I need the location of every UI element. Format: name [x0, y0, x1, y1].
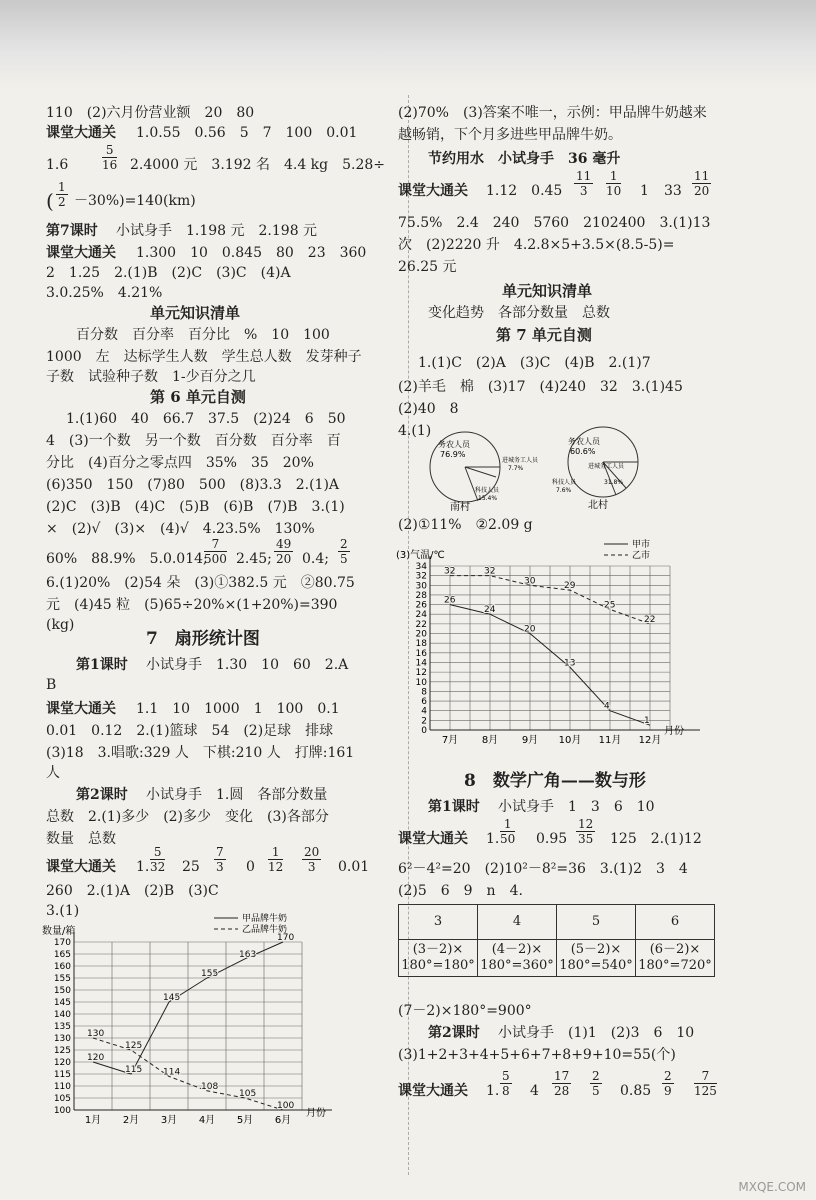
- north-tech-label: 科技人员: [552, 479, 577, 486]
- data-label: 30: [524, 576, 536, 587]
- south-village-label: 南村: [450, 502, 470, 512]
- x-tick-label: 6月: [274, 1115, 292, 1126]
- line: 1.0.55 0.56 5 7 100 0.01: [136, 125, 358, 141]
- section-label: 课堂大通关: [46, 245, 116, 261]
- y-tick-label: 16: [415, 648, 427, 659]
- south-city-label: 进城务工人员: [502, 457, 539, 464]
- x-tick-label: 9月: [521, 735, 539, 746]
- y-tick-label: 28: [415, 590, 427, 601]
- fraction: $\frac{20}{3}$: [304, 845, 320, 874]
- y-tick-label: 12: [415, 668, 427, 679]
- section-label: 课堂大通关: [398, 183, 468, 199]
- fraction: $\frac{1}{2}$: [58, 180, 66, 209]
- north-farm-pct: 60.6%: [570, 447, 596, 456]
- line: 3.0.25% 4.21%: [46, 285, 163, 301]
- north-tech-pct: 7.6%: [556, 487, 572, 494]
- data-label: 20: [524, 624, 536, 635]
- x-tick-label: 8月: [481, 735, 499, 746]
- y-tick-label: 100: [53, 1106, 71, 1116]
- line: (kg): [46, 617, 75, 633]
- line: 1: [640, 183, 649, 199]
- x-tick-label: 2月: [122, 1115, 140, 1126]
- line: 2.45;: [236, 551, 272, 567]
- line: 0.4;: [302, 551, 329, 567]
- line: 4.(1): [398, 423, 432, 439]
- line: 3.(1): [46, 903, 80, 919]
- line: 小试身手 1.30 10 60 2.A: [146, 657, 349, 673]
- table-cell: 6: [636, 905, 715, 940]
- chapter-title: 8 数学广角——数与形: [464, 771, 646, 791]
- data-label: 32: [484, 566, 496, 577]
- line: 总数 2.(1)多少 (2)多少 变化 (3)各部分: [46, 809, 329, 825]
- y-tick-label: 140: [53, 1010, 71, 1020]
- polygon-angle-table: [398, 904, 715, 977]
- line: (2)C (3)B (4)C (5)B (6)B (7)B 3.(1): [46, 499, 345, 515]
- y-tick-label: 170: [53, 938, 71, 948]
- y-tick-label: 110: [53, 1082, 71, 1092]
- y-tick-label: 6: [421, 697, 427, 708]
- y-tick-label: 145: [53, 998, 71, 1008]
- line: 越畅销，下个月多进些甲品牌牛奶。: [398, 127, 622, 143]
- fraction: $\frac{7}{3}$: [216, 845, 224, 874]
- table-cell: (6－2)× 180°=720°: [636, 940, 715, 977]
- section-title: 第 6 单元自测: [150, 388, 246, 406]
- table-cell: 5: [557, 905, 636, 940]
- data-label: 145: [163, 993, 181, 1003]
- legend-label: 甲市: [632, 540, 651, 550]
- milk-sales-chart: [40, 908, 380, 1128]
- data-label: 1: [644, 716, 650, 727]
- fraction: $\frac{12}{35}$: [578, 817, 594, 846]
- section-label: 课堂大通关: [398, 831, 468, 847]
- section-label: 课堂大通关: [46, 125, 116, 141]
- temperature-chart: [394, 536, 714, 748]
- line: (2)羊毛 棉 (3)17 (4)240 32 3.(1)45: [398, 379, 683, 395]
- x-tick-label: 12月: [638, 735, 662, 746]
- table-cell: 4: [478, 905, 557, 940]
- line: 25: [182, 859, 200, 875]
- line: 60% 88.9% 5.0.014;: [46, 551, 208, 567]
- fraction: $\frac{7}{125}$: [694, 1069, 717, 1098]
- data-label: 130: [87, 1029, 105, 1039]
- fraction: $\frac{11}{20}$: [694, 169, 710, 198]
- table-cell: 3: [399, 905, 478, 940]
- fraction: $\frac{7}{500}$: [204, 537, 227, 566]
- line: 人: [46, 765, 60, 781]
- y-tick-label: 135: [53, 1022, 71, 1032]
- data-label: 115: [125, 1065, 143, 1075]
- chapter-title: 7 扇形统计图: [146, 629, 260, 649]
- y-tick-label: 10: [415, 677, 427, 688]
- line: 33: [664, 183, 682, 199]
- section-label: 第7课时: [46, 223, 98, 239]
- line: 110 (2)六月份营业额 20 80: [46, 105, 255, 121]
- data-label: 100: [277, 1101, 295, 1111]
- y-tick-label: 0: [421, 726, 427, 736]
- line: 1000 左 达标学生人数 学生总人数 发芽种子: [46, 349, 362, 365]
- y-tick-label: 30: [415, 581, 427, 592]
- fraction: $\frac{2}{5}$: [592, 1069, 600, 1098]
- north-city-pct: 31.8%: [604, 479, 624, 486]
- south-tech-pct: 15.4%: [478, 495, 498, 502]
- data-label: 105: [239, 1089, 257, 1099]
- line: 数量 总数: [46, 831, 116, 847]
- line: (3)1+2+3+4+5+6+7+8+9+10=55(个): [398, 1047, 676, 1063]
- line: 分比 (4)百分之零点四 35% 35 20%: [46, 455, 314, 471]
- line: 0: [246, 859, 255, 875]
- y-tick-label: 160: [53, 962, 71, 972]
- y-tick-label: 155: [53, 974, 71, 984]
- y-tick-label: 14: [415, 658, 427, 669]
- data-label: 22: [644, 614, 656, 625]
- section-label: 第1课时: [76, 657, 128, 673]
- line: 1.12 0.45: [486, 183, 563, 199]
- data-label: 108: [201, 1081, 219, 1092]
- fraction: $\frac{11}{3}$: [576, 169, 592, 198]
- y-tick-label: 150: [53, 986, 71, 996]
- line: 1.300 10 0.845 80 23 360: [136, 245, 367, 261]
- y-tick-label: 22: [415, 619, 427, 630]
- y-axis-label: (3)气温/℃: [396, 550, 445, 561]
- data-label: 163: [239, 949, 257, 960]
- fraction: $\frac{49}{20}$: [276, 537, 292, 566]
- y-tick-label: 165: [53, 950, 71, 960]
- line: 小试身手 1.198 元 2.198 元: [116, 223, 318, 239]
- section-label: 课堂大通关: [46, 859, 116, 875]
- south-pie: [430, 432, 539, 512]
- line: 125 2.(1)12: [610, 831, 702, 847]
- fraction: $\frac{1}{10}$: [606, 169, 622, 198]
- line: 0.95: [536, 831, 568, 847]
- line: B: [46, 677, 57, 693]
- x-tick-label: 7月: [441, 735, 459, 746]
- x-tick-label: 3月: [160, 1115, 178, 1126]
- north-village-label: 北村: [588, 500, 608, 511]
- line: 6²－4²=20 (2)10²－8²=36 3.(1)2 3 4: [398, 861, 688, 877]
- line: 1.(1)60 40 66.7 37.5 (2)24 6 50: [66, 411, 346, 427]
- data-label: 24: [484, 605, 496, 616]
- table-cell: (3－2)× 180°=180°: [399, 940, 478, 977]
- line: (7－2)×180°=900°: [398, 1003, 532, 1019]
- line: －30%)=140(km): [74, 193, 196, 209]
- data-label: 13: [564, 658, 576, 669]
- y-tick-label: 120: [53, 1058, 71, 1068]
- y-tick-label: 115: [53, 1070, 71, 1080]
- line: (2)①11% ②2.09 g: [398, 517, 533, 533]
- line: 节约用水 小试身手 36 毫升: [428, 151, 621, 167]
- line: 75.5% 2.4 240 5760 2102400 3.(1)13: [398, 215, 711, 231]
- line: 1.(1)C (2)A (3)C (4)B 2.(1)7: [418, 355, 651, 371]
- fraction: $\frac{5}{16}$: [102, 143, 118, 172]
- line: 1.6: [46, 157, 69, 173]
- y-tick-label: 34: [415, 562, 427, 572]
- table-row: [399, 940, 715, 977]
- table-cell: (4－2)× 180°=360°: [478, 940, 557, 977]
- line: × (2)√ (3)× (4)√ 4.23.5% 130%: [46, 521, 315, 537]
- line: 4 (3)一个数 另一个数 百分数 百分率 百: [46, 433, 341, 449]
- table-cell: (5－2)× 180°=540°: [557, 940, 636, 977]
- section-label: 第2课时: [76, 787, 128, 803]
- pie-chart-north: [548, 422, 668, 512]
- line: 子数 试验种子数 1-少百分之几: [46, 369, 256, 385]
- section-title: 单元知识清单: [150, 304, 241, 322]
- y-tick-label: 105: [53, 1094, 71, 1104]
- x-axis-label: 月份: [664, 726, 684, 737]
- section-label: 第2课时: [428, 1025, 480, 1041]
- legend-label: 乙品牌牛奶: [242, 925, 288, 935]
- line: (3)18 3.唱歌:329 人 下棋:210 人 打牌:161: [46, 745, 355, 761]
- paren: (: [46, 189, 54, 213]
- x-tick-label: 10月: [558, 735, 582, 746]
- line: (2)5 6 9 n 4.: [398, 883, 523, 899]
- y-tick-label: 2: [421, 716, 427, 727]
- x-tick-label: 4月: [198, 1115, 216, 1126]
- line: 小试身手 1 3 6 10: [498, 799, 655, 815]
- fraction: $\frac{5}{32}$: [150, 845, 166, 874]
- y-tick-label: 26: [415, 600, 427, 611]
- data-label: 26: [444, 595, 456, 606]
- line: 1.: [486, 831, 500, 847]
- y-tick-label: 32: [415, 571, 427, 582]
- data-label: 32: [444, 566, 456, 577]
- line: 小试身手 1.圆 各部分数量: [146, 787, 328, 803]
- x-tick-label: 5月: [236, 1115, 254, 1126]
- fraction: $\frac{2}{5}$: [340, 537, 348, 566]
- section-label: 课堂大通关: [46, 701, 116, 717]
- section-label: 课堂大通关: [398, 1083, 468, 1099]
- fraction: $\frac{5}{8}$: [502, 1069, 510, 1098]
- x-axis-label: 月份: [306, 1108, 326, 1119]
- fraction: $\frac{17}{28}$: [554, 1069, 570, 1098]
- line: 变化趋势 各部分数量 总数: [428, 305, 610, 321]
- line: 4: [530, 1083, 539, 1099]
- data-label: 155: [201, 969, 219, 979]
- line: 6.(1)20% (2)54 朵 (3)①382.5 元 ②80.75: [46, 575, 355, 591]
- north-city-label: 进城务工人员: [588, 463, 625, 470]
- south-city-pct: 7.7%: [508, 465, 524, 472]
- data-label: 29: [564, 581, 576, 592]
- line: (2)70% (3)答案不唯一，示例：甲品牌牛奶越来: [398, 105, 707, 121]
- data-label: 4: [604, 701, 610, 712]
- y-tick-label: 125: [53, 1046, 71, 1056]
- x-tick-label: 1月: [84, 1115, 102, 1126]
- line: 小试身手 (1)1 (2)3 6 10: [498, 1025, 695, 1041]
- watermark: MXQE.COM: [738, 1180, 806, 1194]
- line: 2 1.25 2.(1)B (2)C (3)C (4)A: [46, 265, 291, 281]
- y-tick-label: 4: [421, 706, 427, 717]
- section-label: 第1课时: [428, 799, 480, 815]
- line: 1.: [136, 859, 150, 875]
- legend-label: 甲品牌牛奶: [242, 914, 288, 924]
- fraction: $\frac{2}{9}$: [664, 1069, 672, 1098]
- line: 260 2.(1)A (2)B (3)C: [46, 883, 219, 899]
- data-label: 120: [87, 1053, 105, 1063]
- north-farm-label: 务农人员: [568, 437, 600, 446]
- line: 26.25 元: [398, 259, 457, 275]
- line: 0.01 0.12 2.(1)篮球 54 (2)足球 排球: [46, 723, 334, 739]
- line: 0.85: [620, 1083, 652, 1099]
- fraction: $\frac{1}{50}$: [500, 817, 516, 846]
- line: 1.: [486, 1083, 500, 1099]
- south-farm-pct: 76.9%: [440, 450, 466, 459]
- section-title: 单元知识清单: [502, 282, 593, 300]
- x-tick-label: 11月: [598, 735, 622, 746]
- south-tech-label: 科技人员: [475, 487, 500, 494]
- line: 百分数 百分率 百分比 % 10 100: [76, 327, 330, 343]
- legend-label: 乙市: [632, 551, 651, 561]
- y-tick-label: 130: [53, 1034, 71, 1044]
- table-row: [399, 905, 715, 940]
- line: (6)350 150 (7)80 500 (8)3.3 2.(1)A: [46, 477, 340, 493]
- y-tick-label: 20: [415, 629, 427, 640]
- line: 1.1 10 1000 1 100 0.1: [136, 701, 340, 717]
- data-label: 114: [163, 1067, 181, 1078]
- y-tick-label: 8: [421, 687, 427, 698]
- y-tick-label: 24: [415, 610, 427, 621]
- south-farm-label: 务农人员: [438, 440, 470, 449]
- data-label: 25: [604, 600, 616, 611]
- line: 2.4000 元 3.192 名 4.4 kg 5.28÷: [130, 157, 386, 173]
- data-label: 170: [277, 933, 295, 943]
- line: (2)40 8: [398, 401, 459, 417]
- y-tick-label: 18: [415, 639, 427, 650]
- line: 次 (2)2220 升 4.2.8×5+3.5×(8.5-5)=: [398, 237, 675, 253]
- y-axis-label: 数量/箱: [42, 926, 76, 937]
- fraction: $\frac{1}{12}$: [268, 845, 284, 874]
- header-band: [0, 0, 816, 90]
- line: 元 (4)45 粒 (5)65÷20%×(1+20%)=390: [46, 597, 338, 613]
- section-title: 第 7 单元自测: [496, 326, 592, 344]
- data-label: 125: [125, 1041, 143, 1051]
- line: 0.01: [338, 859, 370, 875]
